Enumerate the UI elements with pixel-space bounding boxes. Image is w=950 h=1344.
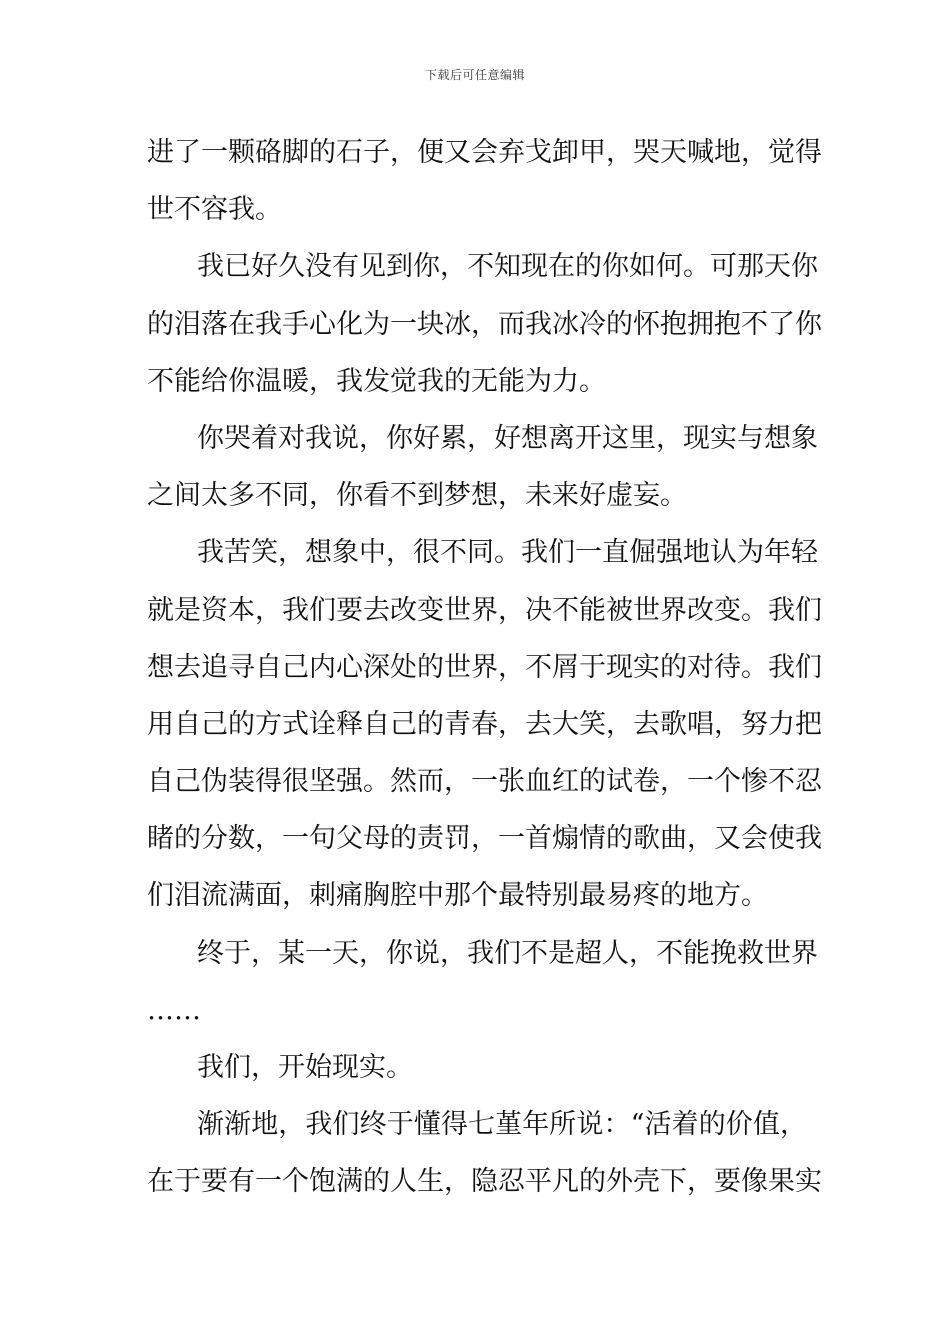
text-line: 在于要有一个饱满的人生，隐忍平凡的外壳下，要像果实 — [147, 1166, 822, 1198]
text-line: 我已好久没有见到你，不知现在的你如何。可那天你 — [197, 251, 818, 283]
text-line: 终于，某一天，你说，我们不是超人，不能挽救世界 — [197, 937, 818, 969]
text-line: 自己伪装得很坚强。然而，一张血红的试卷，一个惨不忍 — [147, 766, 822, 798]
text-line: 你哭着对我说，你好累，好想离开这里，现实与想象 — [197, 422, 818, 454]
text-line: 渐渐地，我们终于懂得七堇年所说：“活着的价值， — [197, 1109, 807, 1141]
text-line: 用自己的方式诠释自己的青春，去大笑，去歌唱，努力把 — [147, 708, 822, 740]
page-header: 下载后可任意编辑 — [424, 68, 525, 82]
text-line: 想去追寻自己内心深处的世界，不屑于现实的对待。我们 — [147, 651, 822, 683]
text-line: 之间太多不同，你看不到梦想，未来好虚妄。 — [147, 480, 687, 512]
text-line: …… — [147, 994, 201, 1026]
text-line: 世不容我。 — [147, 194, 282, 226]
text-line: 们泪流满面，刺痛胸腔中那个最特别最易疼的地方。 — [147, 880, 768, 912]
text-line: 我们，开始现实。 — [197, 1052, 413, 1083]
document-body — [147, 124, 822, 1211]
text-line: 睹的分数，一句父母的责罚，一首煽情的歌曲，又会使我 — [147, 823, 822, 855]
text-line: 的泪落在我手心化为一块冰，而我冰冷的怀抱拥抱不了你 — [147, 308, 822, 340]
text-line: 不能给你温暖，我发觉我的无能为力。 — [147, 365, 606, 397]
text-line: 我苦笑，想象中，很不同。我们一直倔强地认为年轻 — [197, 537, 818, 569]
text-line: 进了一颗硌脚的石子，便又会弃戈卸甲，哭天喊地，觉得 — [147, 137, 822, 168]
text-line: 就是资本，我们要去改变世界，决不能被世界改变。我们 — [147, 594, 822, 626]
